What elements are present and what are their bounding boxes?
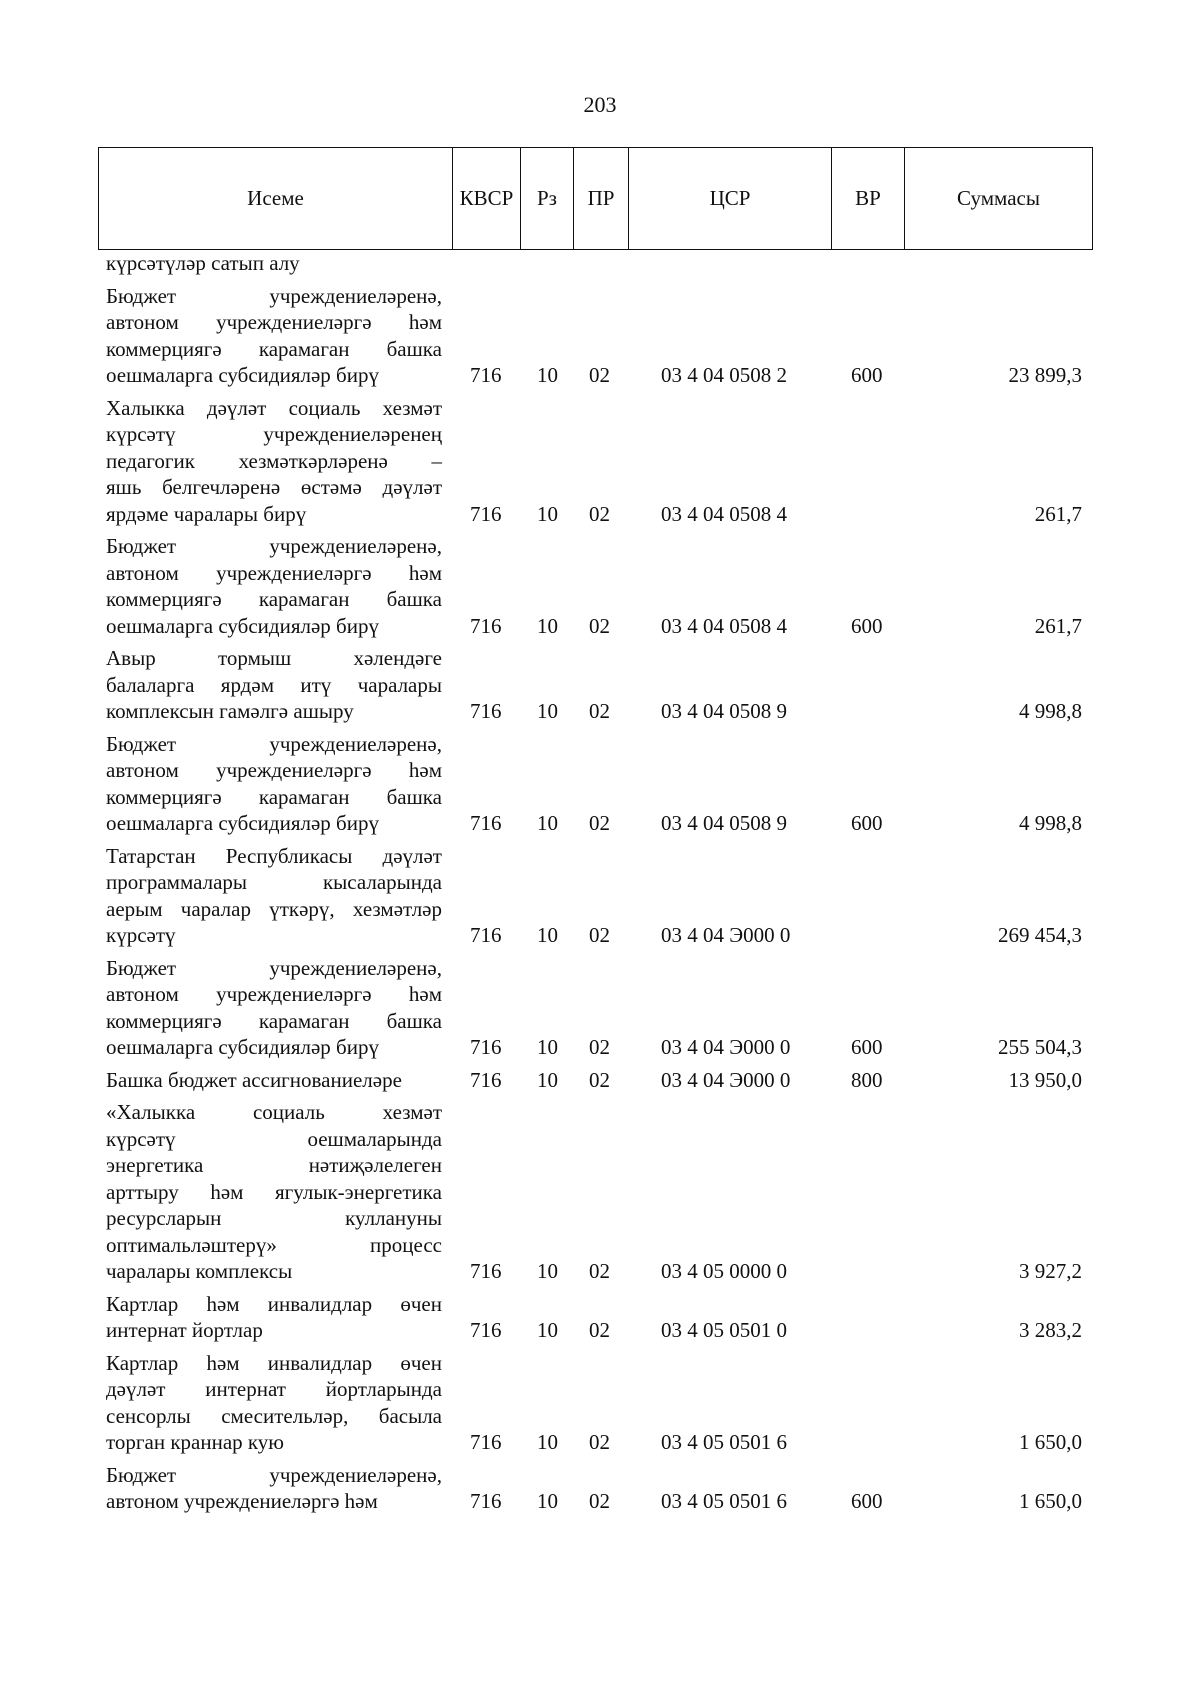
row-name-line: энергетика нәтиҗәлелеген	[106, 1153, 442, 1177]
cell-vr: 600	[851, 1489, 883, 1513]
cell-vr: 600	[851, 363, 883, 387]
row-name-line: коммерциягә карамаган башка	[106, 784, 442, 809]
row-name-line: коммерциягә карамаган башка	[106, 1008, 442, 1033]
cell-rz: 10	[537, 363, 558, 387]
cell-kvsr: 716	[470, 1035, 502, 1059]
cell-sum: 3 927,2	[1019, 1259, 1082, 1283]
table-row	[0, 250, 1200, 277]
cell-pr: 02	[589, 501, 610, 526]
row-name-line: коммерциягә карамаган башка	[106, 587, 442, 611]
row-name	[106, 645, 442, 725]
cell-pr: 02	[589, 1035, 610, 1059]
row-name	[106, 955, 442, 1061]
cell-pr: 02	[589, 923, 610, 947]
row-name-line: коммерциягә карамаган башка	[106, 336, 442, 361]
cell-pr: 02	[589, 1318, 610, 1342]
row-name-line: Авыр тормыш хәлендәге	[106, 646, 442, 670]
row-name-line: күрсәтүләр сатып алу	[106, 251, 300, 275]
cell-pr: 02	[589, 363, 610, 387]
row-name	[106, 1067, 442, 1094]
table-row	[0, 283, 1200, 389]
row-name	[106, 283, 442, 389]
row-name-line: Татарстан Республикасы дәүләт	[106, 843, 442, 868]
cell-sum: 261,7	[1034, 613, 1082, 638]
row-name-line: аерым чаралар үткәрү, хезмәтләр	[106, 896, 442, 921]
row-name-line: торган краннар кую	[106, 1430, 284, 1454]
header-name: Исеме	[99, 148, 453, 249]
table-row	[0, 955, 1200, 1061]
cell-kvsr: 716	[470, 1067, 502, 1092]
cell-kvsr: 716	[470, 501, 502, 526]
header-csr: ЦСР	[629, 148, 832, 249]
cell-csr: 03 4 04 0508 4	[661, 501, 787, 526]
cell-vr: 600	[851, 811, 883, 835]
row-name-line: оешмаларга субсидияләр бирү	[106, 1035, 379, 1059]
row-name-line: арттыру һәм ягулык-энергетика	[106, 1179, 442, 1204]
row-name-line: балаларга ярдәм итү чаралары	[106, 672, 442, 697]
cell-pr: 02	[589, 1067, 610, 1092]
cell-sum: 255 504,3	[998, 1035, 1082, 1059]
cell-sum: 1 650,0	[1019, 1489, 1082, 1513]
cell-csr: 03 4 05 0501 6	[661, 1430, 787, 1454]
row-name-line: Картлар һәм инвалидлар өчен	[106, 1291, 442, 1316]
cell-rz: 10	[537, 613, 558, 638]
cell-kvsr: 716	[470, 923, 502, 947]
cell-rz: 10	[537, 1489, 558, 1513]
cell-sum: 261,7	[1034, 501, 1082, 526]
table-row	[0, 1350, 1200, 1456]
table-header	[98, 147, 1093, 250]
cell-csr: 03 4 04 Э000 0	[661, 923, 791, 947]
cell-pr: 02	[589, 1489, 610, 1513]
row-name-line: Халыкка дәүләт социаль хезмәт	[106, 395, 442, 420]
cell-kvsr: 716	[470, 1318, 502, 1342]
cell-csr: 03 4 04 Э000 0	[661, 1067, 791, 1092]
cell-rz: 10	[537, 501, 558, 526]
cell-kvsr: 716	[470, 1430, 502, 1454]
cell-vr: 600	[851, 613, 883, 638]
cell-csr: 03 4 04 0508 4	[661, 613, 787, 638]
cell-kvsr: 716	[470, 1489, 502, 1513]
header-vr: ВР	[832, 148, 905, 249]
table-row	[0, 731, 1200, 837]
cell-sum: 269 454,3	[998, 923, 1082, 947]
cell-pr: 02	[589, 811, 610, 835]
cell-sum: 1 650,0	[1019, 1430, 1082, 1454]
cell-csr: 03 4 05 0000 0	[661, 1259, 787, 1283]
table-row	[0, 1291, 1200, 1344]
row-name-line: автоном учреждениеләргә һәм	[106, 560, 442, 585]
row-name-line: автоном учреждениеләргә һәм	[106, 982, 442, 1006]
row-name-line: күрсәтү	[106, 923, 176, 947]
cell-rz: 10	[537, 1035, 558, 1059]
row-name-line: оешмаларга субсидияләр бирү	[106, 613, 379, 638]
table-body	[0, 250, 1200, 1521]
cell-csr: 03 4 05 0501 6	[661, 1489, 787, 1513]
cell-kvsr: 716	[470, 811, 502, 835]
row-name-line: автоном учреждениеләргә һәм	[106, 758, 442, 782]
header-rz: Рз	[521, 148, 574, 249]
cell-rz: 10	[537, 1318, 558, 1342]
header-pr: ПР	[574, 148, 629, 249]
row-name	[106, 533, 442, 639]
cell-csr: 03 4 04 Э000 0	[661, 1035, 791, 1059]
cell-rz: 10	[537, 1067, 558, 1092]
row-name-line: ярдәме чаралары бирү	[106, 501, 307, 526]
cell-vr: 600	[851, 1035, 883, 1059]
cell-csr: 03 4 05 0501 0	[661, 1318, 787, 1342]
row-name	[106, 1099, 442, 1285]
cell-sum: 13 950,0	[1008, 1067, 1082, 1092]
row-name-line: сенсорлы смесительләр, басыла	[106, 1403, 442, 1428]
table-row	[0, 645, 1200, 725]
row-name	[106, 395, 442, 528]
cell-csr: 03 4 04 0508 9	[661, 811, 787, 835]
cell-rz: 10	[537, 1259, 558, 1283]
row-name-line: автоном учреждениеләргә һәм	[106, 310, 442, 334]
table-row	[0, 1067, 1200, 1094]
cell-rz: 10	[537, 811, 558, 835]
cell-pr: 02	[589, 1259, 610, 1283]
row-name-line: интернат йортлар	[106, 1318, 263, 1342]
row-name-line: чаралары комплексы	[106, 1259, 293, 1283]
row-name-line: программалары кысаларында	[106, 870, 442, 894]
row-name-line: оптимальләштерү» процесс	[106, 1232, 442, 1257]
row-name-line: дәүләт интернат йортларында	[106, 1377, 442, 1401]
row-name-line: Бюджет учреждениеләренә,	[106, 283, 442, 308]
header-sum: Суммасы	[957, 186, 1040, 210]
row-name-line: Башка бюджет ассигнованиеләре	[106, 1067, 402, 1092]
cell-pr: 02	[589, 699, 610, 723]
table-row	[0, 843, 1200, 949]
row-name	[106, 1350, 442, 1456]
cell-sum: 3 283,2	[1019, 1318, 1082, 1342]
cell-kvsr: 716	[470, 699, 502, 723]
row-name-line: комплексын гамәлгә ашыру	[106, 699, 354, 723]
cell-csr: 03 4 04 0508 2	[661, 363, 787, 387]
page-number: 203	[583, 92, 617, 117]
row-name	[106, 843, 442, 949]
cell-kvsr: 716	[470, 613, 502, 638]
cell-csr: 03 4 04 0508 9	[661, 699, 787, 723]
row-name-line: Бюджет учреждениеләренә,	[106, 955, 442, 980]
row-name-line: яшь белгечләренә өстәмә дәүләт	[106, 475, 442, 499]
row-name-line: Бюджет учреждениеләренә,	[106, 534, 442, 558]
row-name-line: Бюджет учреждениеләренә,	[106, 1462, 442, 1487]
cell-sum: 23 899,3	[1008, 363, 1082, 387]
cell-pr: 02	[589, 613, 610, 638]
row-name-line: автоном учреждениеләргә һәм	[106, 1489, 378, 1513]
cell-rz: 10	[537, 1430, 558, 1454]
table-row	[0, 395, 1200, 528]
header-kvsr: КВСР	[453, 148, 521, 249]
table-row	[0, 533, 1200, 639]
table-row	[0, 1462, 1200, 1515]
row-name-line: ресурсларын куллануны	[106, 1206, 442, 1230]
row-name-line: оешмаларга субсидияләр бирү	[106, 363, 379, 387]
cell-sum: 4 998,8	[1019, 811, 1082, 835]
row-name-line: педагогик хезмәткәрләренә –	[106, 448, 442, 473]
cell-vr: 800	[851, 1067, 883, 1092]
cell-sum: 4 998,8	[1019, 699, 1082, 723]
row-name-line: оешмаларга субсидияләр бирү	[106, 811, 379, 835]
row-name	[106, 250, 442, 277]
row-name	[106, 731, 442, 837]
row-name-line: күрсәтү учреждениеләренең	[106, 422, 442, 446]
table-row	[0, 1099, 1200, 1285]
cell-rz: 10	[537, 923, 558, 947]
row-name-line: Картлар һәм инвалидлар өчен	[106, 1350, 442, 1375]
cell-pr: 02	[589, 1430, 610, 1454]
row-name-line: күрсәтү оешмаларында	[106, 1126, 442, 1151]
cell-kvsr: 716	[470, 1259, 502, 1283]
cell-kvsr: 716	[470, 363, 502, 387]
row-name	[106, 1462, 442, 1515]
row-name-line: «Халыкка социаль хезмәт	[106, 1100, 442, 1124]
cell-rz: 10	[537, 699, 558, 723]
row-name-line: Бюджет учреждениеләренә,	[106, 731, 442, 756]
row-name	[106, 1291, 442, 1344]
